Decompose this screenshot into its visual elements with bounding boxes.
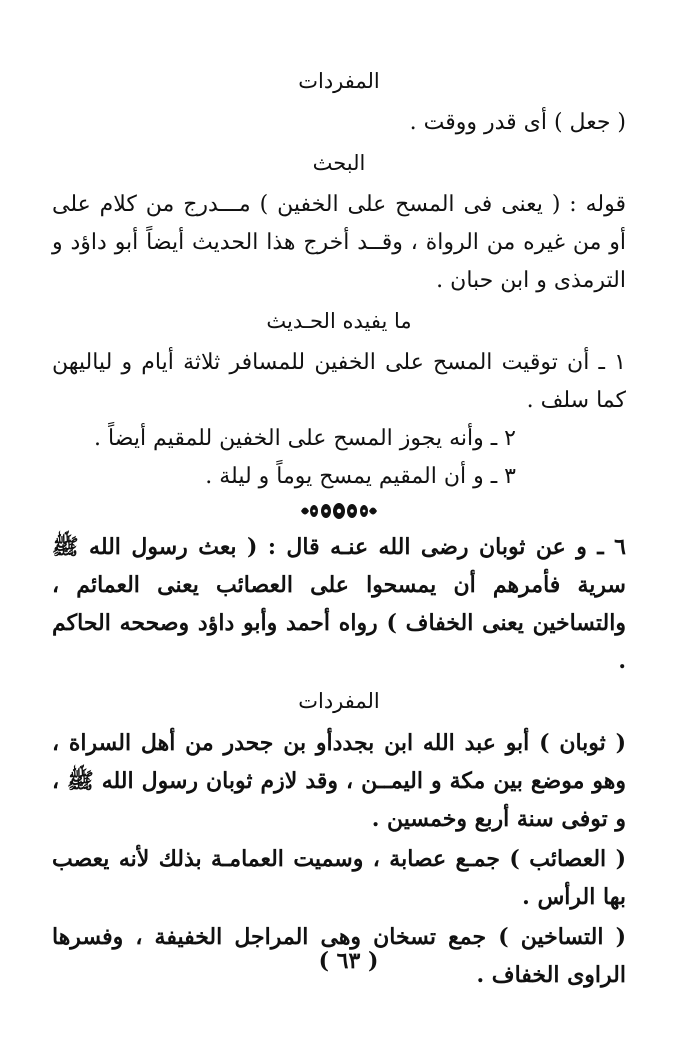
section-heading-vocabulary-2: المفردات <box>298 689 380 713</box>
list-item-1: ١ ـ أن توقيت المسح على الخفين للمسافر ثلاثة أيام و لياليهن كما سلف . <box>52 350 626 413</box>
list-item-3: ٣ ـ و أن المقيم يمسح يوماً و ليلة . <box>205 464 516 489</box>
paragraph-discussion: قوله : ( يعنى فى المسح على الخفين ) مـــدرج من كلام على أو من غيره من الرواة ، وقــد أخرج هذا الحديث أيضاً أبو داؤد و الترمذى و ابن حبان . <box>52 192 626 293</box>
paragraph-hadith: ٦ ـ و عن ثوبان رضى الله عنـه قال : ( بعث رسول الله ﷺ سرية فأمرهم أن يمسحوا على العصائب يعنى العمائم ، والتساخين يعنى الخفاف ) رواه أحمد وأبو داؤد وصححه الحاكم . <box>52 534 626 674</box>
section-heading-benefits: ما يفيده الحـديث <box>266 309 412 333</box>
paragraph-thawban: ( ثوبان ) أبو عبد الله ابن بجددأو بن جحدر من أهل السراة ، وهو موضع بين مكة و اليمــن ، وقد لازم ثوبان رسول الله ﷺ ، و توفى سنة أربع وخمسين . <box>52 730 626 832</box>
page-number: ( ٦٣ ) <box>318 948 379 974</box>
paragraph-asaib: ( العصائب ) جمـع عصابة ، وسميت العمامـة بذلك لأنه يعصب بها الرأس . <box>52 846 626 910</box>
paragraph-tasakhin: ( التساخين ) جمع تسخان وهى المراجل الخفيفة ، وفسرها الراوى الخفاف . <box>52 924 626 988</box>
floral-ornament-icon <box>52 500 626 522</box>
paragraph-definition: ( جعل ) أى قدر ووقت . <box>409 110 626 135</box>
section-heading-vocabulary: المفردات <box>298 69 380 93</box>
list-item-2: ٢ ـ وأنه يجوز المسح على الخفين للمقيم أيضاً . <box>94 426 516 451</box>
page-content <box>52 60 626 996</box>
ornament-svg <box>299 500 379 522</box>
section-heading-discussion: البحث <box>312 151 366 175</box>
